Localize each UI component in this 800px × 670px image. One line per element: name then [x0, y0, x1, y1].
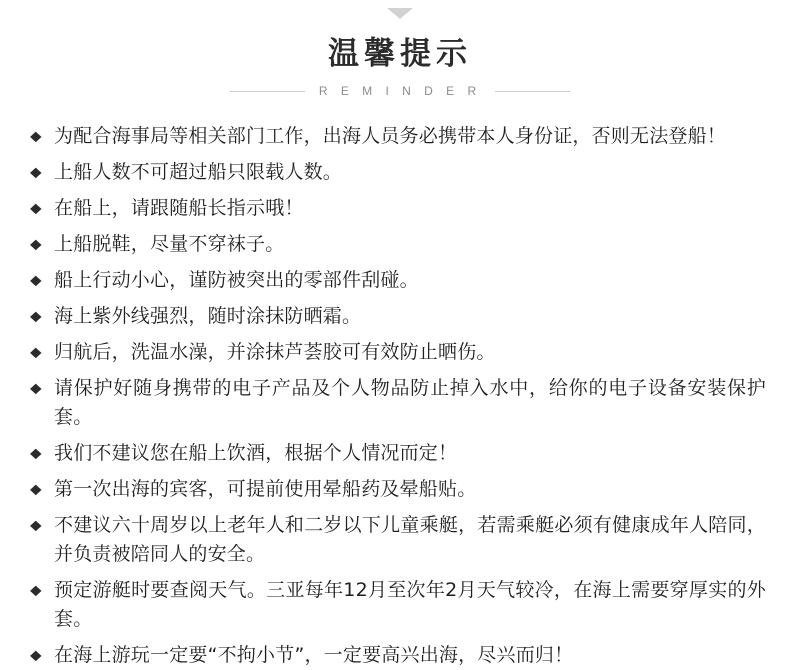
list-item [30, 266, 766, 295]
list-item-text: 为配合海事局等相关部门工作，出海人员务必携带本人身份证，否则无法登船！ [54, 125, 727, 147]
diamond-bullet-icon: ◆ [30, 343, 42, 361]
diamond-bullet-icon: ◆ [30, 127, 42, 145]
list-item-text: 在海上游玩一定要“不拘小节”，一定要高兴出海，尽兴而归！ [54, 644, 574, 666]
list-item [30, 338, 766, 367]
list-item [30, 511, 766, 569]
diamond-bullet-icon: ◆ [30, 199, 42, 217]
list-item-text: 我们不建议您在船上饮酒，根据个人情况而定！ [54, 442, 458, 464]
list-item-text: 海上紫外线强烈，随时涂抹防晒霜。 [54, 305, 362, 327]
list-item [30, 122, 766, 151]
list-item [30, 302, 766, 331]
diamond-bullet-icon: ◆ [30, 646, 42, 664]
reminder-list [0, 122, 800, 670]
list-item [30, 475, 766, 504]
diamond-bullet-icon: ◆ [30, 480, 42, 498]
list-item-text: 在船上，请跟随船长指示哦！ [54, 197, 304, 219]
list-item [30, 576, 766, 634]
list-item [30, 158, 766, 187]
page-subtitle: R E M I N D E R [318, 84, 482, 98]
list-item-text: 不建议六十周岁以上老年人和二岁以下儿童乘艇，若需乘艇必须有健康成年人陪同，并负责被陪同人的安全。 [54, 514, 766, 565]
page-title: 温馨提示 [328, 36, 472, 72]
diamond-bullet-icon: ◆ [30, 444, 42, 462]
diamond-bullet-icon: ◆ [30, 163, 42, 181]
list-item [30, 641, 766, 670]
list-item [30, 439, 766, 468]
list-item [30, 230, 766, 259]
triangle-down-icon [387, 8, 413, 19]
diamond-bullet-icon: ◆ [30, 581, 42, 599]
list-item-text: 归航后，洗温水澡，并涂抹芦荟胶可有效防止晒伤。 [54, 341, 496, 363]
list-item-text: 预定游艇时要查阅天气。三亚每年12月至次年2月天气较冷，在海上需要穿厚实的外套。 [54, 579, 766, 630]
diamond-bullet-icon: ◆ [30, 379, 42, 397]
divider-right [495, 91, 570, 92]
subtitle-row [230, 84, 570, 98]
diamond-bullet-icon: ◆ [30, 271, 42, 289]
list-item-text: 上船脱鞋，尽量不穿袜子。 [54, 233, 285, 255]
list-item-text: 第一次出海的宾客，可提前使用晕船药及晕船贴。 [54, 478, 477, 500]
diamond-bullet-icon: ◆ [30, 235, 42, 253]
list-item-text: 船上行动小心，谨防被突出的零部件刮碰。 [54, 269, 419, 291]
page-header [0, 0, 800, 98]
list-item [30, 374, 766, 432]
diamond-bullet-icon: ◆ [30, 516, 42, 534]
list-item [30, 194, 766, 223]
list-item-text: 上船人数不可超过船只限载人数。 [54, 161, 343, 183]
list-item-text: 请保护好随身携带的电子产品及个人物品防止掉入水中，给你的电子设备安装保护套。 [54, 377, 766, 428]
diamond-bullet-icon: ◆ [30, 307, 42, 325]
divider-left [230, 91, 305, 92]
